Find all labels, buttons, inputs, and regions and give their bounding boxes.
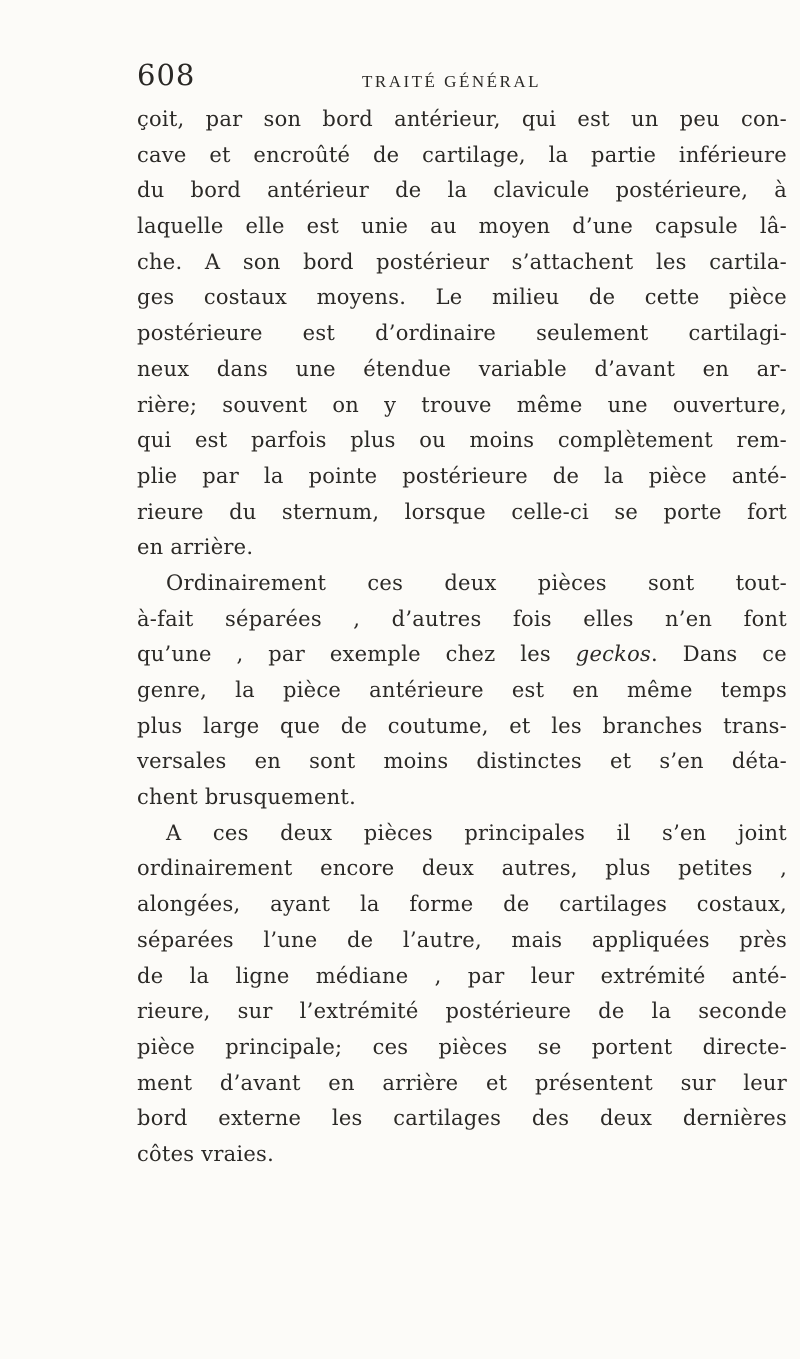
text-line: pièce principale; ces pièces se portent directe- [137, 1034, 787, 1059]
paragraph-start-line: A ces deux pièces principales il s’en joint [166, 820, 787, 845]
text-line: plus large que de coutume, et les branches trans- [137, 713, 787, 738]
text-line: côtes vraies. [137, 1141, 274, 1166]
text-line-with-italic [137, 637, 787, 673]
text-line: postérieure est d’ordinaire seulement cartilagi- [137, 321, 787, 346]
text-line: bord externe les cartilages des deux dernières [137, 1106, 787, 1131]
text-line: à-fait séparées , d’autres fois elles n’en font [137, 606, 787, 631]
text-span: qu’une , par exemple chez les [137, 642, 551, 667]
text-line: de la ligne médiane , par leur extrémité anté- [137, 963, 787, 988]
text-line: rieure du sternum, lorsque celle-ci se porte fort [137, 499, 787, 524]
body-text [137, 102, 787, 1173]
text-line: che. A son bord postérieur s’attachent les cartila- [137, 249, 787, 274]
page-number: 608 [137, 58, 196, 92]
text-line: cave et encroûté de cartilage, la partie inférieure [137, 142, 787, 167]
text-line: rieure, sur l’extrémité postérieure de la seconde [137, 999, 787, 1024]
text-line: ment d’avant en arrière et présentent sur leur [137, 1070, 787, 1095]
text-span: . Dans ce [651, 642, 787, 667]
text-line: ordinairement encore deux autres, plus petites , [137, 856, 787, 881]
text-line: çoit, par son bord antérieur, qui est un peu con- [137, 107, 787, 131]
italic-genus-name: geckos [575, 642, 652, 667]
running-head: TRAITÉ GÉNÉRAL [362, 72, 542, 91]
text-line: versales en sont moins distinctes et s’en déta- [137, 749, 787, 774]
text-line: chent brusquement. [137, 785, 357, 810]
text-line: qui est parfois plus ou moins complètement rem- [137, 428, 787, 453]
text-line: du bord antérieur de la clavicule postérieure, à [137, 178, 787, 203]
text-line: genre, la pièce antérieure est en même temps [137, 678, 787, 702]
paragraph-start-line: Ordinairement ces deux pièces sont tout- [166, 570, 787, 595]
page-header [137, 58, 787, 98]
text-line: rière; souvent on y trouve même une ouverture, [137, 392, 787, 417]
text-line: laquelle elle est unie au moyen d’une capsule lâ- [137, 214, 787, 239]
text-line: séparées l’une de l’autre, mais appliquées près [137, 927, 787, 952]
text-line: plie par la pointe postérieure de la pièce anté- [137, 463, 787, 488]
text-line: alongées, ayant la forme de cartilages costaux, [137, 892, 787, 917]
text-line: en arrière. [137, 535, 254, 560]
text-line: neux dans une étendue variable d’avant en ar- [137, 356, 787, 381]
text-line: ges costaux moyens. Le milieu de cette pièce [137, 285, 787, 310]
